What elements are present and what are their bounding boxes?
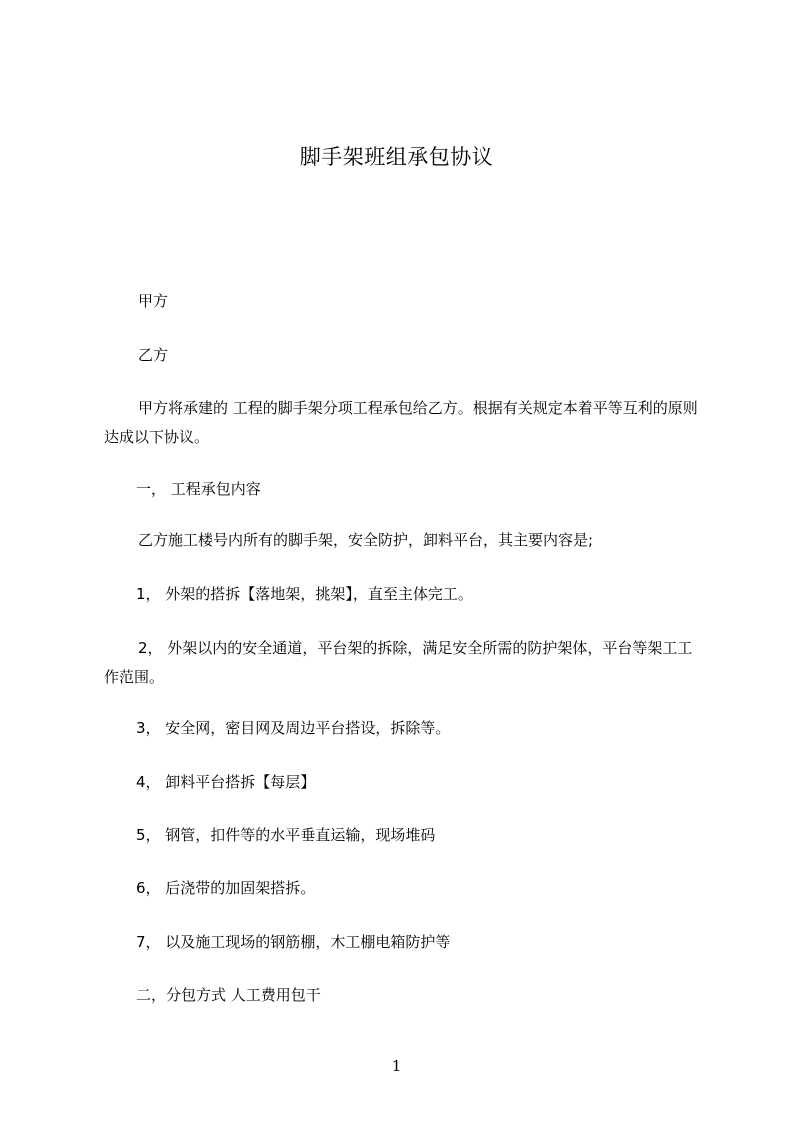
document-title: 脚手架班组承包协议 — [299, 145, 494, 169]
list-item: 7， 以及施工现场的钢筋棚，木工棚电箱防护等 — [136, 933, 451, 951]
list-item: 5， 钢管，扣件等的水平垂直运输，现场堆码 — [136, 826, 436, 844]
party-b-label: 乙方 — [138, 346, 169, 364]
list-item: 6， 后浇带的加固架搭拆。 — [136, 879, 316, 897]
section1-intro: 乙方施工楼号内所有的脚手架，安全防护，卸料平台，其主要内容是; — [138, 531, 594, 549]
list-item: 3， 安全网，密目网及周边平台搭设，拆除等。 — [136, 719, 451, 737]
party-a-label: 甲方 — [138, 292, 169, 310]
section1-heading: 一， 工程承包内容 — [136, 480, 261, 498]
intro-paragraph: 甲方将承建的 工程的脚手架分项工程承包给乙方。根据有关规定本着平等互利的原则达成以下协议。 — [104, 399, 698, 446]
list-item: 1， 外架的搭拆【落地架，挑架】，直至主体完工。 — [136, 585, 473, 603]
section2-heading: 二，分包方式 人工费用包干 — [136, 986, 321, 1004]
page-number: 1 — [391, 1057, 402, 1075]
list-item: 2， 外架以内的安全通道，平台架的拆除，满足安全所需的防护架体，平台等架工工作范围。 — [104, 639, 693, 686]
list-item: 4， 卸料平台搭拆【每层】 — [136, 773, 316, 791]
